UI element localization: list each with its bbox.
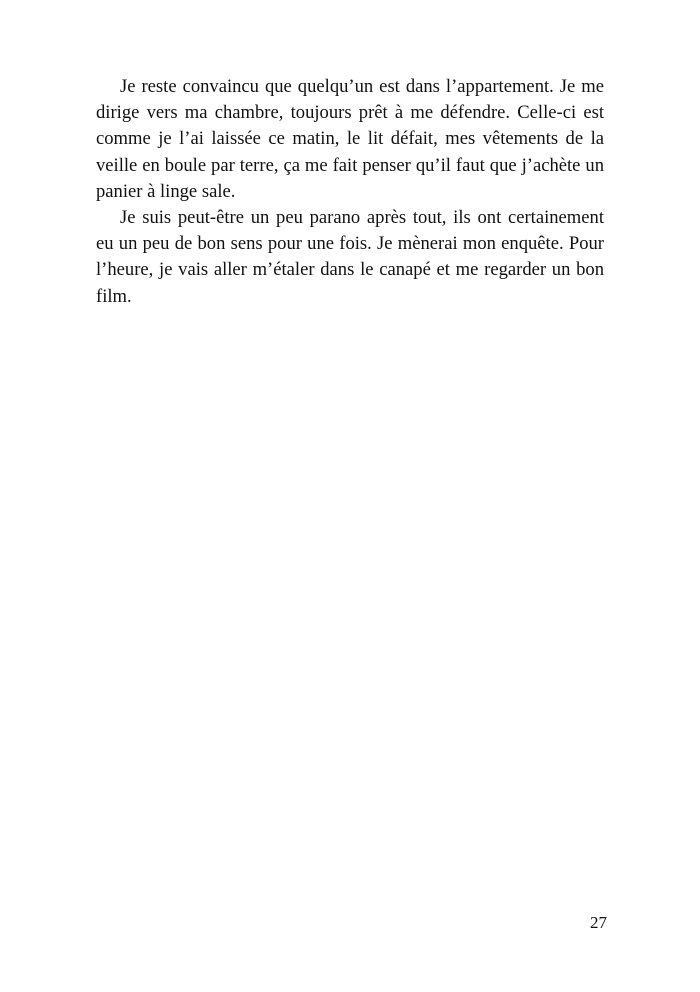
paragraph-2: Je suis peut-être un peu parano après tout, ils ont certainement eu un peu de bon sens pour une fois. Je mènerai mon enquête. Pour l’heure, je vais aller m’étaler dans le canapé et me regarder un bon film.	[96, 207, 604, 307]
body-text	[96, 74, 604, 310]
paragraph-1: Je reste convaincu que quelqu’un est dans l’appartement. Je me dirige vers ma chambre, toujours prêt à me défendre. Celle-ci est comme je l’ai laissée ce matin, le lit défait, mes vêtements de la veille en boule par terre, ça me fait penser qu’il faut que j’achète un panier à linge sale.	[96, 76, 604, 202]
page-number: 27	[590, 913, 607, 932]
